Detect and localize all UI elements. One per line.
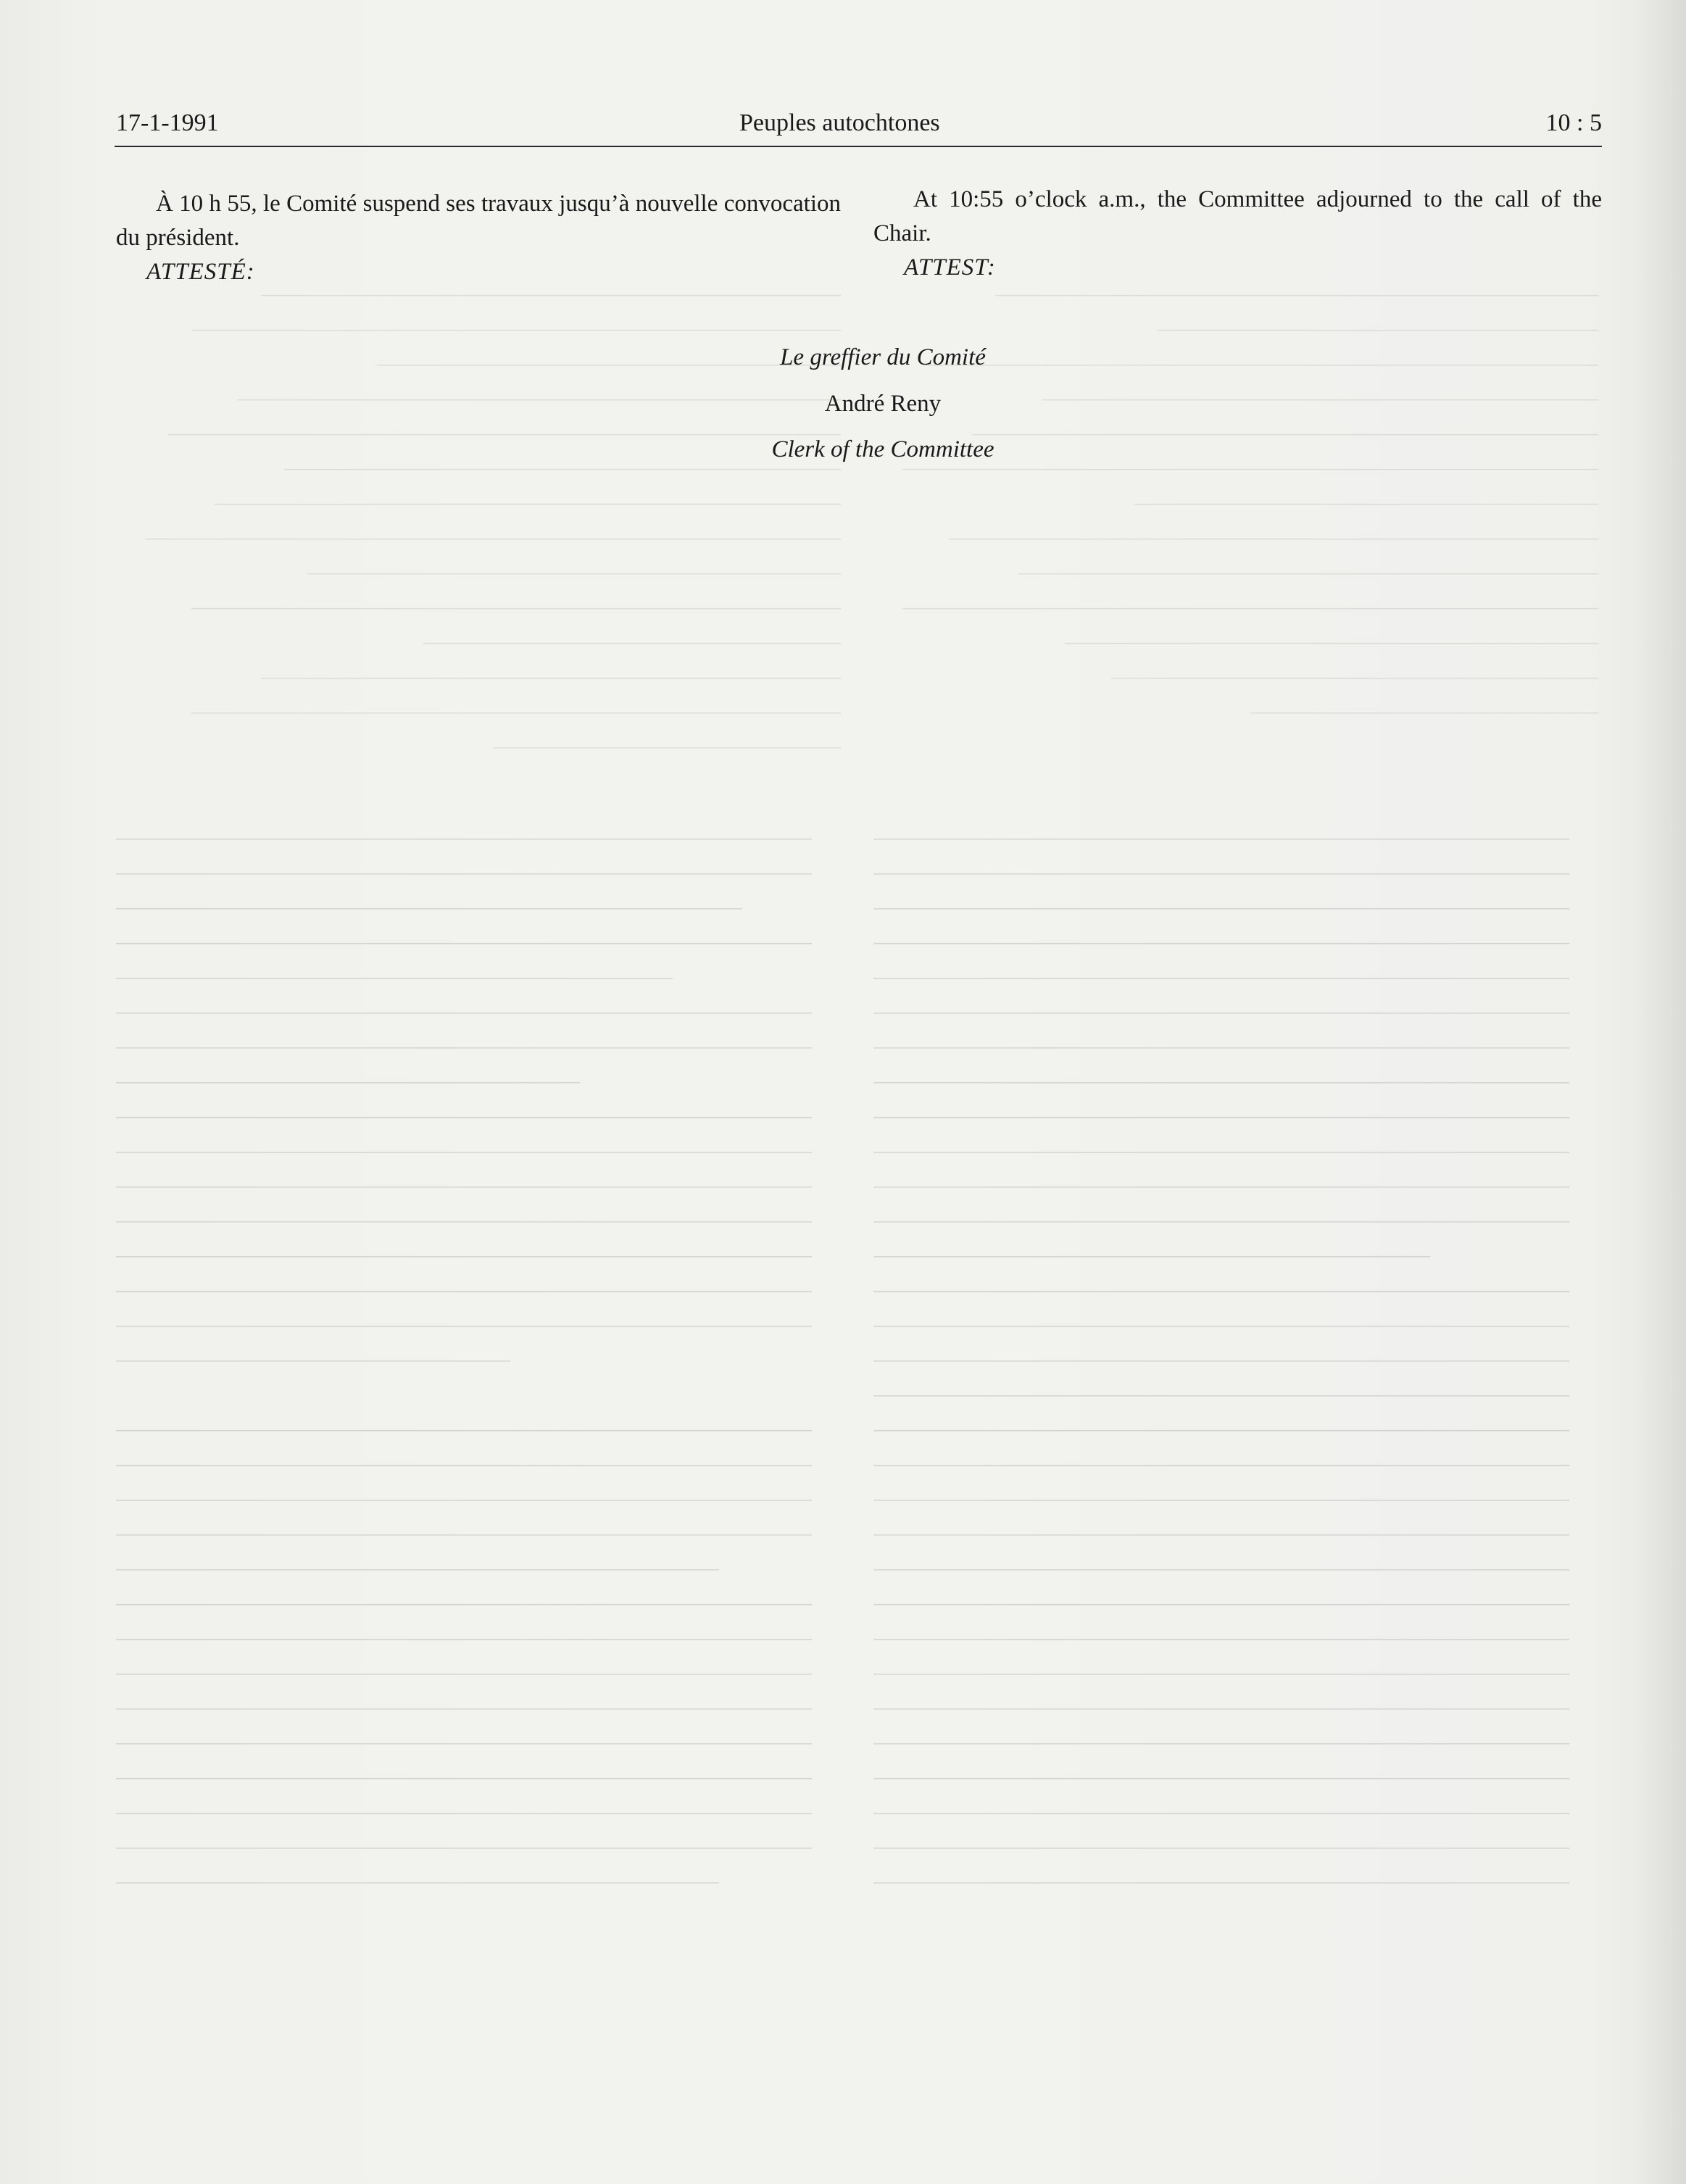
signature-french-title: Le greffier du Comité: [780, 344, 986, 370]
french-column: [116, 187, 841, 289]
bleed-through-text: ————————————————————————— ———————————————————————————— ———————————————————— —————————————————————————— ————————————————————————————— ———————————————————————— ——————————————————————————— —————————————————————————————— ——————————————————————— ———————————————————————————— —————————————————— ————————————————————————— ———————————————————————————— ———————————————: [145, 280, 841, 758]
header-page-number: 10 : 5: [1545, 109, 1602, 136]
header-rule: [115, 146, 1602, 147]
signature-french-title-line: [0, 343, 1686, 372]
signature-name-line: [0, 389, 1686, 418]
header-title: Peuples autochtones: [739, 109, 940, 136]
french-adjournment-paragraph: À 10 h 55, le Comité suspend ses travaux jusqu’à nouvelle convocation du président.: [116, 191, 841, 251]
english-column: [873, 183, 1602, 285]
page-edge-shadow: [1635, 0, 1686, 2184]
bleed-through-text: —————————————————————————— ——————————————————— ————————————————————————————— ———————————————————————— ——————————————————————————— —————————————————————————————— ———————————————————— ———————————————————————————— ————————————————————————— —————————————————————————————— ——————————————————————— ————————————————————— ———————————————: [902, 280, 1598, 723]
english-attest-label: ATTEST:: [904, 254, 996, 281]
signature-english-title-line: [0, 435, 1686, 464]
signature-english-title: Clerk of the Committee: [771, 436, 994, 462]
french-attest-label: ATTESTÉ:: [146, 259, 255, 285]
header-date: 17-1-1991: [116, 109, 219, 136]
bleed-through-text: —————————————————————————————— —————————————————————————————— ——————————————————————————— —————————————————————————————— ———————————————————————— —————————————————————————————— —————————————————————————————— ———————————————————— —————————————————————————————— —————————————————————————————— —————————————————————————————— —————————————————————————————— —————————————————————————————— —————————————————————————————— —————————————————————————————— ————————————————— —————————————————————————————— —————————————————————————————— —————————————————————————————— —————————————————————————————— —————————————————————————— —————————————————————————————— —————————————————————————————— —————————————————————————————— —————————————————————————————— —————————————————————————————— —————————————————————————————— —————————————————————————————— —————————————————————————————— ——————————————————————————: [116, 823, 812, 1893]
signature-name: André Reny: [824, 391, 942, 417]
english-adjournment-paragraph: At 10:55 o’clock a.m., the Committee adjourned to the call of the Chair.: [873, 186, 1602, 246]
page-header: [116, 109, 1602, 149]
bleed-through-text: —————————————————————————————— —————————————————————————————— —————————————————————————————— —————————————————————————————— —————————————————————————————— —————————————————————————————— —————————————————————————————— —————————————————————————————— —————————————————————————————— —————————————————————————————— —————————————————————————————— —————————————————————————————— ———————————————————————— —————————————————————————————— —————————————————————————————— —————————————————————————————— —————————————————————————————— —————————————————————————————— —————————————————————————————— —————————————————————————————— —————————————————————————————— —————————————————————————————— —————————————————————————————— —————————————————————————————— —————————————————————————————— —————————————————————————————— —————————————————————————————— —————————————————————————————— —————————————————————————————— —————————————————————————————— ——————————————————————————————: [873, 823, 1569, 1893]
